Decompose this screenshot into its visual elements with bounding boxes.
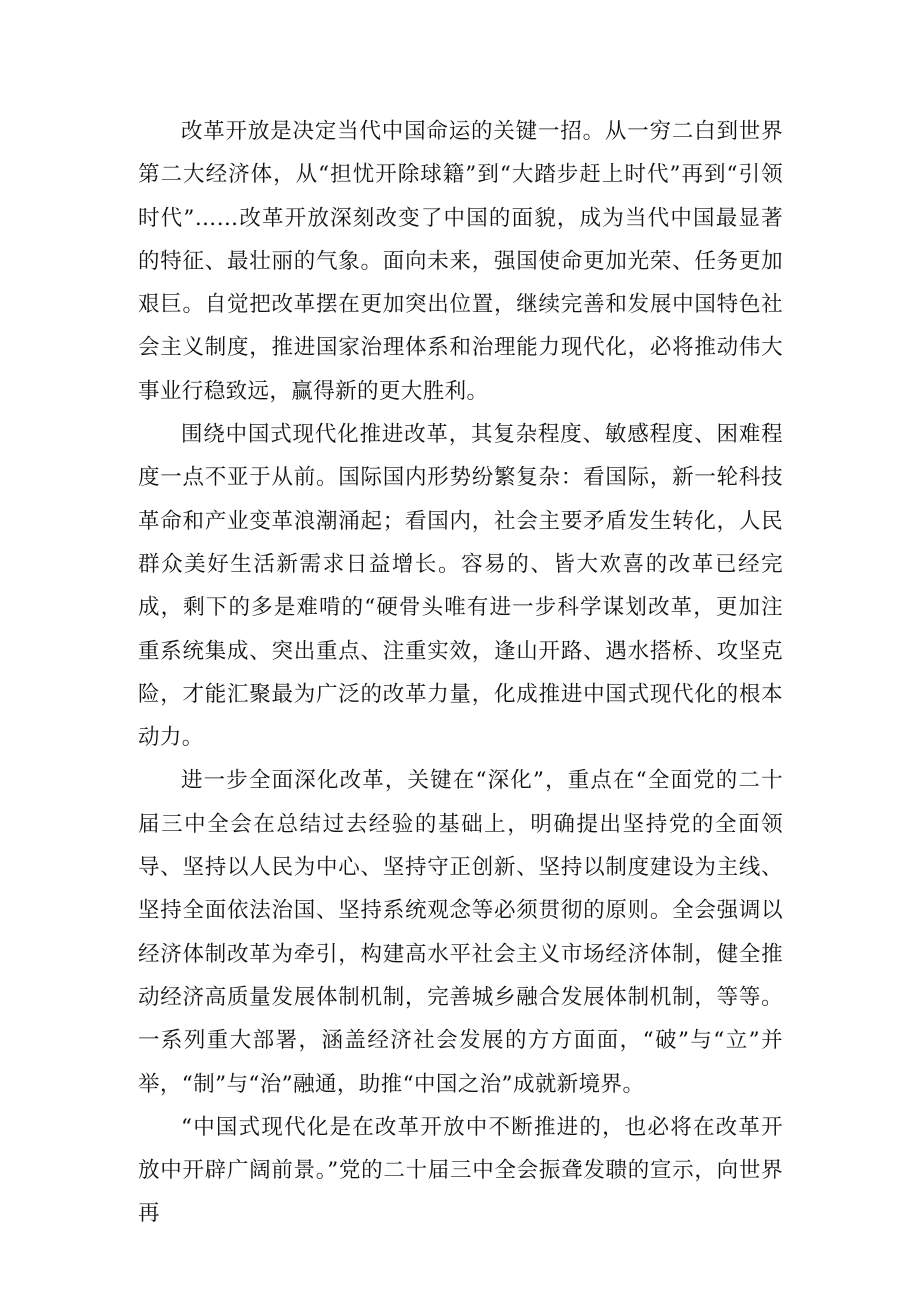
paragraph: 改革开放是决定当代中国命运的关键一招。从一穷二白到世界第二大经济体，从“担忧开除球籍”到“大踏步赶上时代”再到“引领时代”……改革开放深刻改变了中国的面貌，成为当代中国最显著的特征、最壮丽的气象。面向未来，强国使命更加光荣、任务更加艰巨。自觉把改革摆在更加突出位置，继续完善和发展中国特色社会主义制度，推进国家治理体系和治理能力现代化，必将推动伟大事业行稳致远，赢得新的更大胜利。 — [138, 119, 783, 404]
paragraph: “中国式现代化是在改革开放中不断推进的，也必将在改革开放中开辟广阔前景。”党的二十届三中全会振聋发聩的宣示，向世界再 — [138, 1114, 783, 1227]
paragraph: 围绕中国式现代化推进改革，其复杂程度、敏感程度、困难程度一点不亚于从前。国际国内形势纷繁复杂：看国际，新一轮科技革命和产业变革浪潮涌起；看国内，社会主要矛盾发生转化，人民群众美好生活新需求日益增长。容易的、皆大欢喜的改革已经完成，剩下的多是难啃的“硬骨头唯有进一步科学谋划改革，更加注重系统集成、突出重点、注重实效，逢山开路、遇水搭桥、攻坚克险，才能汇聚最为广泛的改革力量，化成推进中国式现代化的根本动力。 — [138, 422, 783, 751]
paragraph: 进一步全面深化改革，关键在“深化”，重点在“全面党的二十届三中全会在总结过去经验的基础上，明确提出坚持党的全面领导、坚持以人民为中心、坚持守正创新、坚持以制度建设为主线、坚持全面依法治国、坚持系统观念等必须贯彻的原则。全会强调以经济体制改革为牵引，构建高水平社会主义市场经济体制，健全推动经济高质量发展体制机制，完善城乡融合发展体制机制，等等。一系列重大部署，涵盖经济社会发展的方方面面，“破”与“立”并举，“制”与“治”融通，助推“中国之治”成就新境界。 — [138, 768, 783, 1097]
document-body — [138, 110, 783, 1236]
